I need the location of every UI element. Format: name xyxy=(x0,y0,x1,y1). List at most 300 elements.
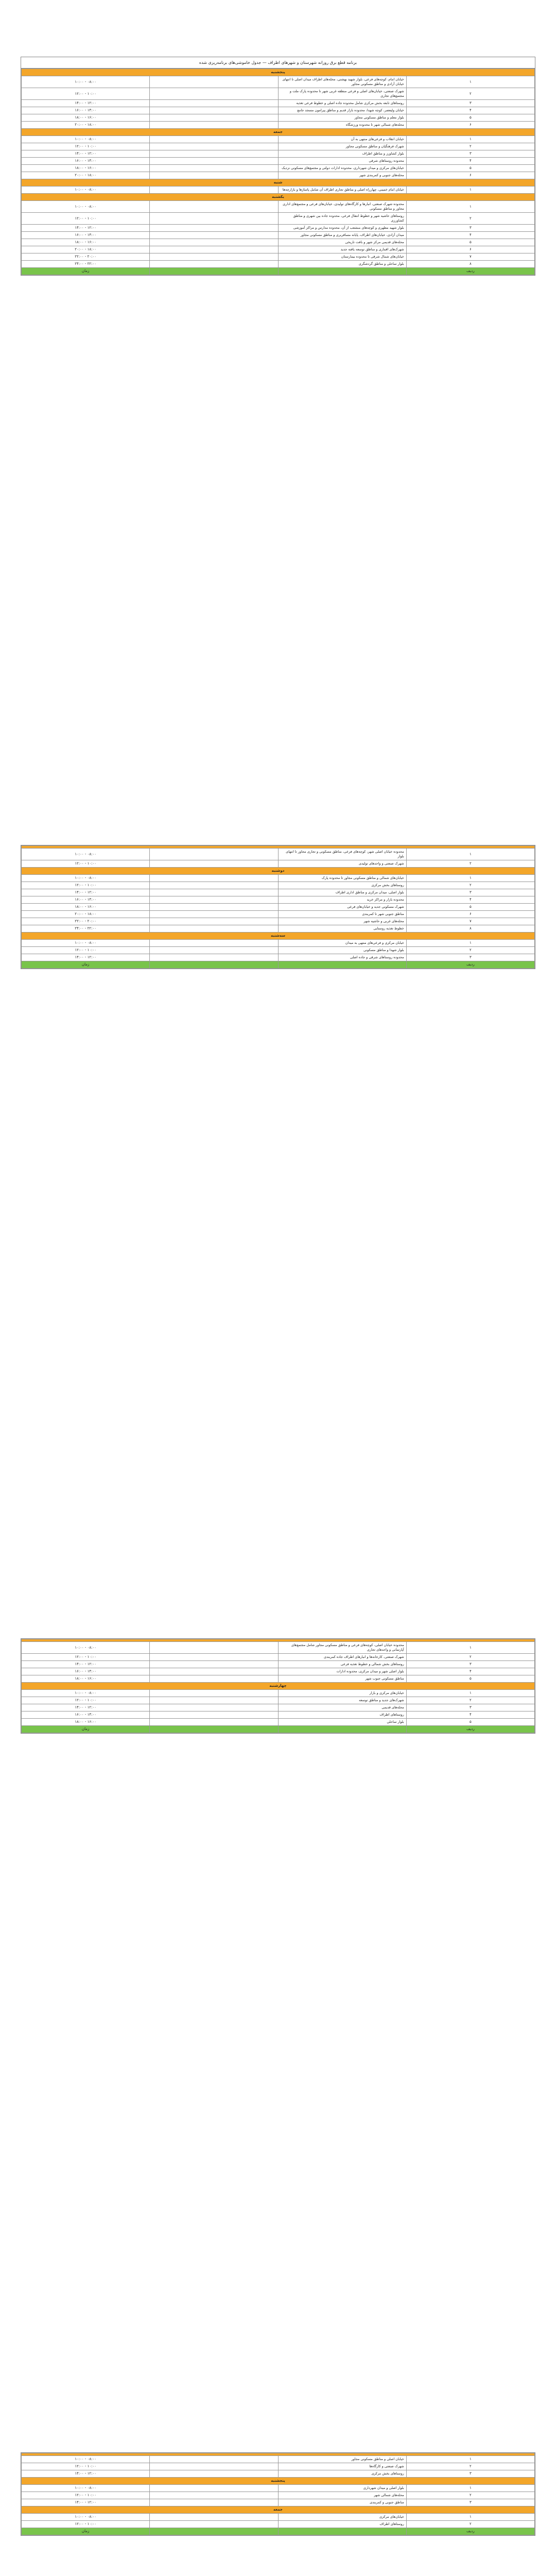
row-time: ۱۰:۰۰ - ۱۲:۰۰ xyxy=(22,2463,150,2470)
row-number: ۱ xyxy=(406,2485,534,2492)
row-number: ۳ xyxy=(406,150,534,158)
row-number: ۵ xyxy=(406,239,534,246)
row-description: روستاهای بخش شمالی و خطوط تغذیه فرعی xyxy=(278,1661,406,1668)
row-number: ۴ xyxy=(406,896,534,904)
row-time: ۱۲:۰۰ - ۱۴:۰۰ xyxy=(22,2499,150,2506)
row-time: ۱۲:۰۰ - ۱۴:۰۰ xyxy=(22,2470,150,2478)
table-row xyxy=(22,1675,535,1683)
footer-cell: زمان xyxy=(22,268,150,275)
row-time: ۱۲:۰۰ - ۱۴:۰۰ xyxy=(22,1704,150,1711)
row-code xyxy=(150,1654,278,1661)
row-number: ۴ xyxy=(406,1668,534,1675)
footer-cell: زمان xyxy=(22,961,150,969)
footer-cell xyxy=(150,1726,278,1733)
section-header-label: دوشنبه xyxy=(22,868,535,875)
row-number: ۳ xyxy=(406,225,534,232)
table-row xyxy=(22,261,535,268)
row-description: شهرک‌های اقماری و مناطق توسعه یافته جدید xyxy=(278,246,406,253)
row-number: ۶ xyxy=(406,172,534,179)
row-description: محدوده روستاهای شرقی و جاده اصلی xyxy=(278,954,406,961)
row-description: محدوده خیابان اصلی شهر، کوچه‌های فرعی، مناطق مسکونی و تجاری مجاور تا انتهای بلوار xyxy=(278,849,406,860)
row-time: ۱۲:۰۰ - ۱۴:۰۰ xyxy=(22,889,150,896)
row-description: مناطق جنوبی و کمربندی xyxy=(278,2499,406,2506)
row-code xyxy=(150,889,278,896)
row-code xyxy=(150,232,278,239)
table-row xyxy=(22,1719,535,1726)
row-time: ۱۶:۰۰ - ۱۸:۰۰ xyxy=(22,239,150,246)
row-code xyxy=(150,1668,278,1675)
table-row xyxy=(22,225,535,232)
row-description: بلوار ساحلی و مناطق گردشگری xyxy=(278,261,406,268)
section-header-label: یکشنبه xyxy=(22,194,535,201)
row-time: ۱۴:۰۰ - ۱۶:۰۰ xyxy=(22,1711,150,1719)
row-time: ۰۸:۰۰ - ۱۰:۰۰ xyxy=(22,201,150,213)
row-time: ۱۴:۰۰ - ۱۶:۰۰ xyxy=(22,896,150,904)
row-description: محدوده خیابان اصلی، کوچه‌های فرعی و مناطق مسکونی مجاور شامل مجتمع‌های آپارتمانی و واحدهای تجاری xyxy=(278,1642,406,1654)
row-number: ۳ xyxy=(406,2499,534,2506)
table-row xyxy=(22,860,535,868)
table-row xyxy=(22,889,535,896)
footer-cell xyxy=(150,961,278,969)
row-number: ۴ xyxy=(406,1711,534,1719)
row-time: ۱۰:۰۰ - ۱۲:۰۰ xyxy=(22,213,150,225)
row-time: ۱۶:۰۰ - ۱۸:۰۰ xyxy=(22,114,150,122)
table-row xyxy=(22,100,535,107)
row-number: ۳ xyxy=(406,1704,534,1711)
row-code xyxy=(150,2521,278,2528)
row-time: ۱۰:۰۰ - ۱۲:۰۰ xyxy=(22,947,150,954)
row-time: ۱۲:۰۰ - ۱۴:۰۰ xyxy=(22,150,150,158)
row-number: ۲ xyxy=(406,88,534,100)
section-header-label: جمعه xyxy=(22,129,535,136)
row-code xyxy=(150,88,278,100)
schedule-table xyxy=(21,1639,535,1733)
row-description: محدوده شهرک صنعتی، انبارها و کارگاه‌های تولیدی، خیابان‌های فرعی و مجتمع‌های اداری مجاور و مناطق مسکونی xyxy=(278,201,406,213)
row-number: ۳ xyxy=(406,889,534,896)
table-row xyxy=(22,2514,535,2521)
row-number: ۱ xyxy=(406,136,534,143)
row-number: ۵ xyxy=(406,1719,534,1726)
row-time: ۲۰:۰۰ - ۲۲:۰۰ xyxy=(22,253,150,261)
row-description: مناطق مسکونی جنوب شهر xyxy=(278,1675,406,1683)
table-row xyxy=(22,253,535,261)
row-code xyxy=(150,882,278,889)
row-description: روستاهای بخش مرکزی xyxy=(278,882,406,889)
row-number: ۳ xyxy=(406,1661,534,1668)
row-code xyxy=(150,849,278,860)
table-row xyxy=(22,849,535,860)
footer-row xyxy=(22,1726,535,1733)
table-row xyxy=(22,904,535,911)
document-page xyxy=(21,57,535,276)
table-row xyxy=(22,246,535,253)
row-time: ۰۸:۰۰ - ۱۰:۰۰ xyxy=(22,136,150,143)
row-time: ۱۲:۰۰ - ۱۴:۰۰ xyxy=(22,225,150,232)
row-number: ۳ xyxy=(406,954,534,961)
section-header xyxy=(22,933,535,940)
table-row xyxy=(22,76,535,88)
row-code xyxy=(150,1675,278,1683)
section-header-label: شنبه xyxy=(22,179,535,187)
row-code xyxy=(150,114,278,122)
row-code xyxy=(150,1661,278,1668)
table-row xyxy=(22,172,535,179)
row-description: خیابان‌های مرکزی و میدان شهرداری، محدوده ادارات دولتی و مجتمع‌های مسکونی نزدیک xyxy=(278,165,406,172)
row-number: ۲ xyxy=(406,2463,534,2470)
row-time: ۱۶:۰۰ - ۱۸:۰۰ xyxy=(22,165,150,172)
row-time: ۲۲:۰۰ - ۲۴:۰۰ xyxy=(22,925,150,933)
row-description: محدوده بازار و مراکز خرید xyxy=(278,896,406,904)
footer-row xyxy=(22,2528,535,2535)
row-code xyxy=(150,122,278,129)
row-code xyxy=(150,107,278,114)
row-code xyxy=(150,201,278,213)
row-number: ۴ xyxy=(406,107,534,114)
row-number: ۶ xyxy=(406,246,534,253)
row-time: ۱۸:۰۰ - ۲۰:۰۰ xyxy=(22,911,150,918)
schedule-table xyxy=(21,2453,535,2535)
section-header-label: جمعه xyxy=(22,2506,535,2514)
table-row xyxy=(22,2492,535,2499)
row-number: ۱ xyxy=(406,201,534,213)
row-code xyxy=(150,158,278,165)
row-description: خیابان ولیعصر، کوچه شهدا، محدوده بازار قدیم و مناطق پیرامون مسجد جامع xyxy=(278,107,406,114)
table-row xyxy=(22,150,535,158)
row-number: ۸ xyxy=(406,261,534,268)
row-number: ۲ xyxy=(406,882,534,889)
row-code xyxy=(150,1690,278,1697)
table-row xyxy=(22,187,535,194)
row-time: ۱۶:۰۰ - ۱۸:۰۰ xyxy=(22,1719,150,1726)
row-code xyxy=(150,239,278,246)
table-row xyxy=(22,107,535,114)
row-code xyxy=(150,925,278,933)
footer-cell xyxy=(150,268,278,275)
row-code xyxy=(150,136,278,143)
row-time: ۰۸:۰۰ - ۱۰:۰۰ xyxy=(22,1690,150,1697)
row-time: ۰۸:۰۰ - ۱۰:۰۰ xyxy=(22,849,150,860)
row-code xyxy=(150,261,278,268)
section-header xyxy=(22,2506,535,2514)
row-number: ۱ xyxy=(406,849,534,860)
footer-cell xyxy=(278,268,406,275)
row-time: ۱۰:۰۰ - ۱۲:۰۰ xyxy=(22,88,150,100)
table-row xyxy=(22,1661,535,1668)
row-time: ۱۴:۰۰ - ۱۶:۰۰ xyxy=(22,232,150,239)
table-row xyxy=(22,165,535,172)
row-number: ۲ xyxy=(406,2521,534,2528)
row-time: ۱۶:۰۰ - ۱۸:۰۰ xyxy=(22,1675,150,1683)
row-time: ۱۰:۰۰ - ۱۲:۰۰ xyxy=(22,1697,150,1704)
footer-cell xyxy=(150,2528,278,2535)
row-time: ۱۲:۰۰ - ۱۴:۰۰ xyxy=(22,1661,150,1668)
section-header xyxy=(22,179,535,187)
row-time: ۱۴:۰۰ - ۱۶:۰۰ xyxy=(22,1668,150,1675)
row-description: محله‌های غربی و حاشیه شهر xyxy=(278,918,406,925)
row-description: بلوار ساحلی xyxy=(278,1719,406,1726)
row-code xyxy=(150,2485,278,2492)
row-time: ۰۸:۰۰ - ۱۰:۰۰ xyxy=(22,2514,150,2521)
row-code xyxy=(150,911,278,918)
section-header-label: پنجشنبه xyxy=(22,69,535,76)
row-time: ۰۸:۰۰ - ۱۰:۰۰ xyxy=(22,1642,150,1654)
row-code xyxy=(150,150,278,158)
row-description: بلوار شهدا و مناطق مسکونی xyxy=(278,947,406,954)
footer-cell xyxy=(278,961,406,969)
row-description: میدان آزادی، خیابان‌های اطراف، پایانه مسافربری و مناطق مسکونی مجاور xyxy=(278,232,406,239)
table-row xyxy=(22,2499,535,2506)
row-code xyxy=(150,954,278,961)
row-description: روستاهای بخش مرکزی xyxy=(278,2470,406,2478)
row-description: خیابان‌های مرکزی xyxy=(278,2514,406,2521)
table-row xyxy=(22,2470,535,2478)
row-code xyxy=(150,2492,278,2499)
section-header xyxy=(22,129,535,136)
row-number: ۴ xyxy=(406,158,534,165)
row-code xyxy=(150,947,278,954)
row-number: ۵ xyxy=(406,114,534,122)
row-description: خطوط تغذیه روستایی xyxy=(278,925,406,933)
row-number: ۲ xyxy=(406,143,534,150)
row-time: ۰۸:۰۰ - ۱۰:۰۰ xyxy=(22,76,150,88)
row-number: ۶ xyxy=(406,911,534,918)
row-description: روستاهای اطراف xyxy=(278,2521,406,2528)
row-description: خیابان انقلاب و فرعی‌های منتهی به آن xyxy=(278,136,406,143)
table-row xyxy=(22,1704,535,1711)
row-description: شهرک صنعتی، کارخانه‌ها و انبارهای اطراف جاده کمربندی xyxy=(278,1654,406,1661)
row-description: بلوار شهید مطهری و کوچه‌های منشعب از آن، محدوده مدارس و مراکز آموزشی xyxy=(278,225,406,232)
table-row xyxy=(22,882,535,889)
table-row xyxy=(22,232,535,239)
table-row xyxy=(22,2485,535,2492)
section-header xyxy=(22,868,535,875)
row-description: محدوده روستاهای شرقی xyxy=(278,158,406,165)
table-row xyxy=(22,136,535,143)
row-number: ۱ xyxy=(406,2514,534,2521)
table-row xyxy=(22,896,535,904)
table-row xyxy=(22,114,535,122)
row-description: روستاهای حاشیه شهر و خطوط انتقال فرعی، محدوده جاده بین شهری و مناطق کشاورزی xyxy=(278,213,406,225)
page-title: برنامه قطع برق روزانه شهرستان و شهرهای اطراف — جدول خاموشی‌های برنامه‌ریزی شده xyxy=(21,57,535,69)
schedule-table xyxy=(21,845,535,969)
row-code xyxy=(150,187,278,194)
row-time: ۱۰:۰۰ - ۱۲:۰۰ xyxy=(22,860,150,868)
row-description: محله‌های شمالی شهر xyxy=(278,2492,406,2499)
table-row xyxy=(22,1642,535,1654)
row-code xyxy=(150,1711,278,1719)
table-row xyxy=(22,1654,535,1661)
section-header xyxy=(22,194,535,201)
row-number: ۲ xyxy=(406,213,534,225)
row-code xyxy=(150,253,278,261)
row-code xyxy=(150,165,278,172)
row-time: ۲۰:۰۰ - ۲۲:۰۰ xyxy=(22,918,150,925)
section-header xyxy=(22,2478,535,2485)
row-description: شهرک فرهنگیان و مناطق مسکونی مجاور xyxy=(278,143,406,150)
table-row xyxy=(22,954,535,961)
row-description: روستاهای تابعه بخش مرکزی شامل محدوده جاده اصلی و خطوط فرعی تغذیه xyxy=(278,100,406,107)
row-description: بلوار اصلی، میدان مرکزی و مناطق اداری اطراف xyxy=(278,889,406,896)
row-time: ۰۸:۰۰ - ۱۰:۰۰ xyxy=(22,2485,150,2492)
table-row xyxy=(22,925,535,933)
footer-cell: ردیف xyxy=(406,268,534,275)
table-row xyxy=(22,947,535,954)
row-code xyxy=(150,860,278,868)
row-description: محله‌های قدیمی مرکز شهر و بافت تاریخی xyxy=(278,239,406,246)
row-number: ۵ xyxy=(406,1675,534,1683)
row-code xyxy=(150,2499,278,2506)
document-page xyxy=(21,845,535,969)
row-code xyxy=(150,246,278,253)
section-header xyxy=(22,1683,535,1690)
row-description: محله‌های قدیمی xyxy=(278,1704,406,1711)
section-header-label: سه‌شنبه xyxy=(22,933,535,940)
row-code xyxy=(150,2514,278,2521)
row-number: ۵ xyxy=(406,165,534,172)
row-code xyxy=(150,940,278,947)
footer-cell xyxy=(278,2528,406,2535)
section-header-label: پنجشنبه xyxy=(22,2478,535,2485)
row-number: ۴ xyxy=(406,232,534,239)
row-description: محله‌های شمالی شهر تا محدوده ورزشگاه xyxy=(278,122,406,129)
row-number: ۱ xyxy=(406,1690,534,1697)
row-code xyxy=(150,143,278,150)
row-description: بلوار اصلی شهر و میدان مرکزی، محدوده ادارات xyxy=(278,1668,406,1675)
row-time: ۰۸:۰۰ - ۱۰:۰۰ xyxy=(22,187,150,194)
table-row xyxy=(22,1711,535,1719)
document-page xyxy=(21,1638,535,1734)
row-number: ۲ xyxy=(406,860,534,868)
table-row xyxy=(22,1697,535,1704)
row-time: ۱۲:۰۰ - ۱۴:۰۰ xyxy=(22,954,150,961)
row-time: ۱۲:۰۰ - ۱۴:۰۰ xyxy=(22,100,150,107)
row-time: ۱۶:۰۰ - ۱۸:۰۰ xyxy=(22,904,150,911)
schedule-table xyxy=(21,69,535,275)
row-code xyxy=(150,2470,278,2478)
row-number: ۲ xyxy=(406,2492,534,2499)
footer-cell: ردیف xyxy=(406,1726,534,1733)
row-number: ۳ xyxy=(406,100,534,107)
row-description: شهرک مسکونی جدید و خیابان‌های فرعی xyxy=(278,904,406,911)
row-time: ۲۲:۰۰ - ۲۴:۰۰ xyxy=(22,261,150,268)
row-number: ۱ xyxy=(406,76,534,88)
footer-row xyxy=(22,268,535,275)
section-header-label: چهارشنبه xyxy=(22,1683,535,1690)
row-code xyxy=(150,918,278,925)
footer-cell: ردیف xyxy=(406,961,534,969)
row-time: ۱۸:۰۰ - ۲۰:۰۰ xyxy=(22,246,150,253)
table-row xyxy=(22,875,535,882)
row-number: ۱ xyxy=(406,1642,534,1654)
row-time: ۱۴:۰۰ - ۱۶:۰۰ xyxy=(22,107,150,114)
row-code xyxy=(150,904,278,911)
row-number: ۲ xyxy=(406,947,534,954)
row-code xyxy=(150,172,278,179)
table-row xyxy=(22,201,535,213)
footer-cell xyxy=(278,1726,406,1733)
row-time: ۰۸:۰۰ - ۱۰:۰۰ xyxy=(22,875,150,882)
row-code xyxy=(150,2463,278,2470)
row-description: خیابان مرکزی و فرعی‌های منتهی به میدان xyxy=(278,940,406,947)
row-description: بلوار معلم و مناطق مسکونی مجاور xyxy=(278,114,406,122)
row-time: ۱۴:۰۰ - ۱۶:۰۰ xyxy=(22,158,150,165)
row-description: خیابان امام، کوچه‌های فرعی، بلوار شهید بهشتی، محله‌های اطراف میدان اصلی تا انتهای خیابان آزادی و مناطق مسکونی مجاور xyxy=(278,76,406,88)
row-number: ۸ xyxy=(406,925,534,933)
table-row xyxy=(22,143,535,150)
row-time: ۰۸:۰۰ - ۱۰:۰۰ xyxy=(22,940,150,947)
row-code xyxy=(150,1719,278,1726)
row-number: ۳ xyxy=(406,2470,534,2478)
row-time: ۰۸:۰۰ - ۱۰:۰۰ xyxy=(22,2456,150,2463)
table-row xyxy=(22,1690,535,1697)
row-number: ۲ xyxy=(406,1697,534,1704)
row-code xyxy=(150,225,278,232)
row-description: بلوار کشاورز و مناطق اطراف xyxy=(278,150,406,158)
row-number: ۷ xyxy=(406,918,534,925)
table-row xyxy=(22,918,535,925)
row-number: ۶ xyxy=(406,122,534,129)
table-row xyxy=(22,88,535,100)
table-row xyxy=(22,158,535,165)
row-time: ۱۰:۰۰ - ۱۲:۰۰ xyxy=(22,2521,150,2528)
row-description: روستاهای اطراف xyxy=(278,1711,406,1719)
row-number: ۲ xyxy=(406,1654,534,1661)
row-number: ۱ xyxy=(406,2456,534,2463)
row-code xyxy=(150,76,278,88)
table-row xyxy=(22,940,535,947)
row-description: شهرک صنعتی و کارگاه‌ها xyxy=(278,2463,406,2470)
table-row xyxy=(22,2456,535,2463)
row-description: خیابان امام خمینی، چهارراه اصلی و مناطق تجاری اطراف آن شامل پاساژها و بازارچه‌ها xyxy=(278,187,406,194)
row-time: ۱۸:۰۰ - ۲۰:۰۰ xyxy=(22,122,150,129)
row-number: ۱ xyxy=(406,875,534,882)
row-code xyxy=(150,1704,278,1711)
row-code xyxy=(150,1642,278,1654)
row-description: خیابان اصلی و مناطق مسکونی مجاور xyxy=(278,2456,406,2463)
row-code xyxy=(150,896,278,904)
table-row xyxy=(22,122,535,129)
row-description: خیابان‌های شمال شرقی تا محدوده بیمارستان xyxy=(278,253,406,261)
footer-row xyxy=(22,961,535,969)
footer-cell: زمان xyxy=(22,2528,150,2535)
table-row xyxy=(22,213,535,225)
row-time: ۱۰:۰۰ - ۱۲:۰۰ xyxy=(22,882,150,889)
row-description: شهرک‌های جدید و مناطق توسعه xyxy=(278,1697,406,1704)
row-code xyxy=(150,875,278,882)
row-number: ۱ xyxy=(406,940,534,947)
table-row xyxy=(22,2521,535,2528)
document-page xyxy=(21,2452,535,2536)
table-row xyxy=(22,1668,535,1675)
footer-cell: زمان xyxy=(22,1726,150,1733)
row-time: ۱۸:۰۰ - ۲۰:۰۰ xyxy=(22,172,150,179)
row-code xyxy=(150,213,278,225)
row-time: ۱۰:۰۰ - ۱۲:۰۰ xyxy=(22,1654,150,1661)
footer-cell: ردیف xyxy=(406,2528,534,2535)
row-description: خیابان‌های شمالی و مناطق مسکونی مجاور تا محدوده پارک xyxy=(278,875,406,882)
row-code xyxy=(150,100,278,107)
row-time: ۱۰:۰۰ - ۱۲:۰۰ xyxy=(22,2492,150,2499)
table-row xyxy=(22,911,535,918)
section-header xyxy=(22,69,535,76)
row-description: شهرک صنعتی و واحدهای تولیدی xyxy=(278,860,406,868)
row-number: ۵ xyxy=(406,904,534,911)
row-code xyxy=(150,2456,278,2463)
row-description: مناطق جنوبی شهر تا کمربندی xyxy=(278,911,406,918)
row-description: شهرک صنعتی، خیابان‌های اصلی و فرعی منطقه غربی شهر تا محدوده پارک ملت و مجتمع‌های تجاری xyxy=(278,88,406,100)
row-description: محله‌های جنوبی و کمربندی شهر xyxy=(278,172,406,179)
row-code xyxy=(150,1697,278,1704)
